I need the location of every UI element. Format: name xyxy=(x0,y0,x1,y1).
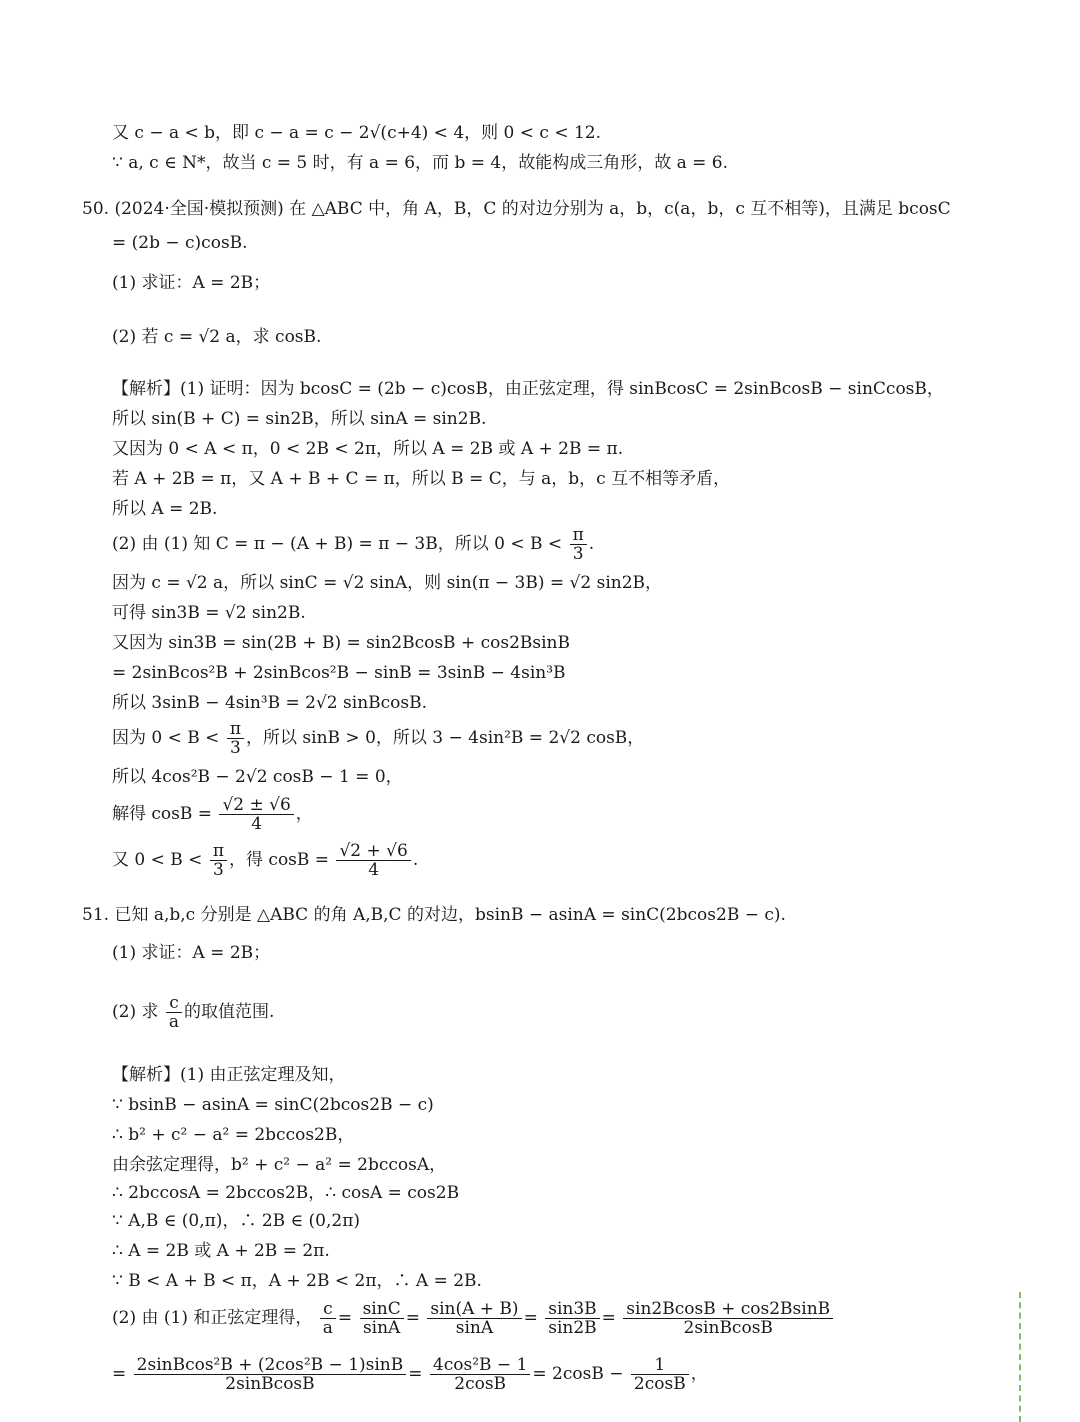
text-line: 若 A + 2B = π，又 A + B + C = π，所以 B = C，与 a，b，c 互不相等矛盾， xyxy=(112,469,731,489)
numerator: sin(A + B) xyxy=(427,1300,521,1319)
text-line: ∴ 2bccosA = 2bccos2B，∴ cosA = cos2B xyxy=(112,1183,460,1203)
text-line-with-frac xyxy=(112,720,644,757)
denominator: a xyxy=(322,1318,333,1338)
numerator: 1 xyxy=(631,1356,689,1375)
margin-dashed-line xyxy=(1019,1292,1021,1422)
fraction xyxy=(570,526,587,563)
problem-51-part1: (1) 求证：A = 2B； xyxy=(112,943,271,963)
solution-51-start: 【解析】(1) 由正弦定理及知， xyxy=(112,1065,346,1085)
text-line-with-frac xyxy=(112,526,594,563)
numerator: √2 ± √6 xyxy=(219,796,293,815)
fraction xyxy=(545,1300,599,1337)
fraction xyxy=(430,1356,530,1393)
equals: = xyxy=(405,1308,420,1328)
equals: = xyxy=(601,1308,616,1328)
text-line: 所以 A = 2B. xyxy=(112,499,218,519)
text: = 2cosB − xyxy=(532,1364,624,1384)
text-line-with-frac xyxy=(112,796,313,833)
text-line: 可得 sin3B = √2 sin2B. xyxy=(112,603,306,623)
fraction xyxy=(427,1300,521,1337)
text: 因为 0 < B < xyxy=(112,728,220,748)
punct: ， xyxy=(690,1364,708,1384)
numerator: c xyxy=(166,994,182,1013)
text-line: 所以 sin(B + C) = sin2B，所以 sinA = sin2B. xyxy=(112,409,487,429)
text: (2) 由 (1) 知 C = π − (A + B) = π − 3B，所以 0 < B < xyxy=(112,534,563,554)
problem-51-part2 xyxy=(112,994,274,1031)
solution-50-start: 【解析】(1) 证明：因为 bcosC = (2b − c)cosB，由正弦定理，得 sinBcosC = 2sinBcosB − sinCcosB， xyxy=(112,379,944,399)
denominator: 2cosB xyxy=(633,1374,686,1394)
punct: ， xyxy=(295,804,313,824)
text: ，得 cosB = xyxy=(229,850,330,870)
denominator: 2cosB xyxy=(454,1374,507,1394)
text-line: 所以 4cos²B − 2√2 cosB − 1 = 0， xyxy=(112,767,403,787)
text: (2) 求 xyxy=(112,1002,159,1022)
denominator: 4 xyxy=(251,814,263,834)
punct: . xyxy=(412,850,419,870)
numerator: sinC xyxy=(360,1300,404,1319)
denominator: 3 xyxy=(230,738,241,758)
denominator: 2sinBcosB xyxy=(683,1318,773,1338)
text-line: 又 c − a < b，即 c − a = c − 2√(c+4) < 4，则 0 < c < 12. xyxy=(112,123,602,143)
fraction xyxy=(623,1300,833,1337)
text-line-with-frac xyxy=(112,842,418,879)
denominator: sinA xyxy=(455,1318,494,1338)
text-line: ∵ bsinB − asinA = sinC(2bcos2B − c) xyxy=(112,1095,434,1115)
numerator: sin2BcosB + cos2BsinB xyxy=(623,1300,833,1319)
denominator: a xyxy=(168,1012,180,1032)
text-line-with-frac xyxy=(112,1356,708,1393)
text-line: = (2b − c)cosB. xyxy=(112,233,248,253)
fraction xyxy=(336,842,410,879)
numerator: π xyxy=(210,842,227,861)
equals: = xyxy=(112,1364,127,1384)
denominator: 3 xyxy=(213,860,224,880)
equals: = xyxy=(408,1364,423,1384)
problem-50-header: 50. (2024·全国·模拟预测) 在 △ABC 中，角 A，B，C 的对边分别为 a，b，c(a，b，c 互不相等)，且满足 bcosC xyxy=(82,199,951,219)
text-line: 由余弦定理得，b² + c² − a² = 2bccosA， xyxy=(112,1155,447,1175)
text: 的取值范围. xyxy=(184,1002,275,1022)
fraction xyxy=(219,796,293,833)
text-line: 因为 c = √2 a，所以 sinC = √2 sinA，则 sin(π − 3B) = √2 sin2B， xyxy=(112,573,663,593)
text-line: 又因为 sin3B = sin(2B + B) = sin2BcosB + cos2BsinB xyxy=(112,633,570,653)
text-line-with-frac xyxy=(112,1300,835,1337)
text-line: = 2sinBcos²B + 2sinBcos²B − sinB = 3sinB − 4sin³B xyxy=(112,663,566,683)
numerator: 2sinBcos²B + (2cos²B − 1)sinB xyxy=(134,1356,407,1375)
numerator: c xyxy=(320,1300,336,1319)
text-line: ∵ A,B ∈ (0,π)，∴ 2B ∈ (0,2π) xyxy=(112,1211,361,1231)
text: 又 0 < B < xyxy=(112,850,203,870)
text-line: ∴ A = 2B 或 A + 2B = 2π. xyxy=(112,1241,330,1261)
punct: . xyxy=(588,534,595,554)
text: 解得 cosB = xyxy=(112,804,213,824)
fraction xyxy=(134,1356,407,1393)
fraction xyxy=(210,842,227,879)
problem-50-part2: (2) 若 c = √2 a，求 cosB. xyxy=(112,327,322,347)
denominator: sinA xyxy=(362,1318,401,1338)
problem-50-part1: (1) 求证：A = 2B； xyxy=(112,273,271,293)
text-line: ∴ b² + c² − a² = 2bccos2B， xyxy=(112,1125,355,1145)
fraction xyxy=(631,1356,689,1393)
numerator: √2 + √6 xyxy=(336,842,410,861)
equals: = xyxy=(523,1308,538,1328)
text: (2) 由 (1) 和正弦定理得， xyxy=(112,1308,313,1328)
numerator: 4cos²B − 1 xyxy=(430,1356,530,1375)
text: ，所以 sinB > 0，所以 3 − 4sin²B = 2√2 cosB， xyxy=(246,728,645,748)
fraction xyxy=(360,1300,404,1337)
text-line: 又因为 0 < A < π，0 < 2B < 2π，所以 A = 2B 或 A + 2B = π. xyxy=(112,439,624,459)
denominator: 2sinBcosB xyxy=(225,1374,315,1394)
numerator: sin3B xyxy=(545,1300,599,1319)
numerator: π xyxy=(227,720,244,739)
fraction xyxy=(166,994,182,1031)
fraction xyxy=(320,1300,336,1337)
denominator: 3 xyxy=(572,544,584,564)
equals: = xyxy=(337,1308,353,1328)
denominator: 4 xyxy=(368,860,380,880)
numerator: π xyxy=(570,526,587,545)
text-line: ∵ B < A + B < π，A + 2B < 2π，∴ A = 2B. xyxy=(112,1271,482,1291)
text-line: 所以 3sinB − 4sin³B = 2√2 sinBcosB. xyxy=(112,693,428,713)
text-line: ∵ a, c ∈ N*，故当 c = 5 时，有 a = 6，而 b = 4，故能构成三角形，故 a = 6. xyxy=(112,153,729,173)
denominator: sin2B xyxy=(548,1318,597,1338)
fraction xyxy=(227,720,244,757)
problem-51-header: 51. 已知 a,b,c 分别是 △ABC 的角 A,B,C 的对边，bsinB − asinA = sinC(2bcos2B − c). xyxy=(82,905,786,925)
